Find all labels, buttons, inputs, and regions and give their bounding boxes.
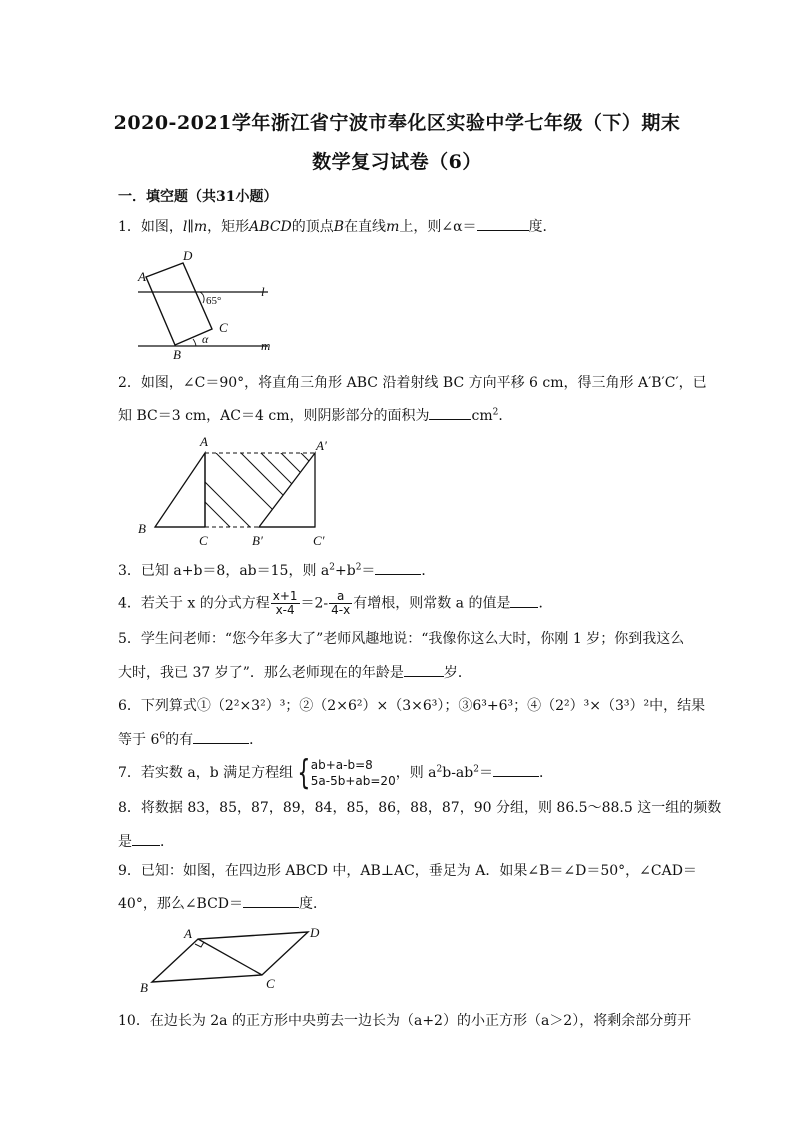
- answer-blank[interactable]: [193, 730, 249, 744]
- figure-parallel-lines-rectangle: [130, 245, 280, 360]
- answer-blank[interactable]: [132, 832, 160, 846]
- q3-text: ．: [421, 563, 436, 579]
- q5-end: 岁．: [443, 665, 472, 681]
- question-number: 1．: [118, 219, 141, 235]
- question-6: [118, 697, 706, 715]
- answer-blank[interactable]: [375, 561, 421, 575]
- q9-line2: 40°，那么∠BCD＝: [118, 896, 244, 912]
- q10-line1: 在边长为 2a 的正方形中央剪去一边长为（a+2）的小正方形（a＞2），将剩余部分剪开: [149, 1013, 692, 1029]
- q7-text: ＝: [478, 765, 493, 781]
- fig1-label-a: A: [138, 269, 146, 284]
- q4-text: 有增根，则常数 a 的值是: [353, 595, 511, 612]
- q1-text: ∥: [187, 219, 194, 235]
- question-2: [118, 374, 707, 392]
- q1-text: 的顶点: [291, 219, 334, 235]
- q3-text: +b: [334, 563, 356, 579]
- fig3-label-b: B: [140, 980, 148, 995]
- q3-text: ＝: [361, 563, 376, 579]
- question-8: [118, 799, 722, 817]
- q1-var: m: [386, 219, 400, 235]
- q3-text: 已知 a+b＝8，ab＝15，则 a: [140, 563, 330, 579]
- q6-sup: 6: [159, 731, 166, 742]
- q5-line2: 大时，我已 37 岁了”．那么老师现在的年龄是: [118, 665, 404, 681]
- q2-unit-sup: 2: [492, 407, 499, 418]
- question-number: 6．: [118, 698, 141, 714]
- q1-text: 如图，: [140, 219, 183, 235]
- fig1-label-b: B: [173, 347, 181, 362]
- question-3: [118, 561, 678, 580]
- q7-sup: 2: [473, 764, 479, 775]
- q4-text: ＝2-: [300, 595, 329, 612]
- fig1-label-m: m: [261, 338, 271, 353]
- question-5: [118, 630, 685, 648]
- question-number: 2．: [118, 375, 141, 391]
- q6-line2: 的有: [165, 732, 194, 748]
- page-title-line1: 2020-2021学年浙江省宁波市奉化区实验中学七年级（下）期末: [113, 112, 681, 134]
- q3-sup: 2: [355, 562, 362, 573]
- fig2-label-b: B: [138, 521, 146, 536]
- fig1-label-alpha: α: [202, 332, 209, 346]
- question-number: 3．: [118, 563, 141, 579]
- question-5-cont: [118, 663, 678, 682]
- question-9-cont: [118, 894, 678, 913]
- q5-line1: 学生问老师：“您今年多大了”老师风趣地说：“我像你这么大时，你刚 1 岁；你到我这么: [140, 631, 685, 647]
- q2-unit: cm: [471, 408, 493, 424]
- q9-end: 度．: [299, 896, 328, 912]
- answer-blank[interactable]: [243, 894, 299, 908]
- q7-text: ．: [538, 765, 553, 781]
- q7-text: ，则 a: [395, 765, 437, 781]
- page-title-line2: 数学复习试卷（6）: [312, 151, 482, 173]
- section-heading: 一．填空题（共31小题）: [118, 189, 278, 205]
- figure-translated-triangles: [135, 432, 335, 550]
- answer-blank[interactable]: [510, 594, 538, 608]
- question-10: [118, 1012, 692, 1030]
- fraction: [329, 590, 352, 617]
- q2-end: ．: [498, 408, 513, 424]
- fig1-label-l: l: [261, 284, 265, 299]
- question-number: 5．: [118, 631, 141, 647]
- q1-text: 上，则∠α＝: [399, 219, 477, 235]
- q8-line1: 将数据 83，85，87，89，84，85，86，88，87，90 分组，则 86.5～88.5 这一组的频数: [140, 800, 722, 816]
- q8-line2: 是: [118, 834, 132, 850]
- fig3-label-c: C: [266, 976, 275, 991]
- fraction-denominator: 4-x: [331, 603, 351, 617]
- fig2-label-a: A: [200, 434, 208, 449]
- question-6-cont: [118, 730, 678, 749]
- q6-line1: 下列算式①（2²×3²）³；②（2×6²）×（3×6³）；③6³+6³；④（2²）³×（3³）²中，结果: [140, 698, 706, 714]
- q1-text: 度．: [528, 219, 557, 235]
- q1-text: 在直线: [344, 219, 387, 235]
- fig1-angle-65: 65°: [206, 295, 222, 307]
- question-number: 9．: [118, 863, 141, 879]
- brace-icon: {: [297, 753, 311, 793]
- q4-text: ．: [538, 595, 553, 612]
- q3-sup: 2: [329, 562, 335, 573]
- fig2-label-c: C: [199, 533, 208, 548]
- fig2-label-b-prime: B′: [252, 533, 263, 548]
- question-4: [118, 590, 678, 617]
- figure-quadrilateral-abcd: [138, 922, 338, 997]
- fig1-label-d: D: [183, 248, 193, 263]
- q2-line2: 知 BC＝3 cm，AC＝4 cm，则阴影部分的面积为: [118, 408, 430, 424]
- question-8-cont: [118, 832, 678, 851]
- q2-line1: 如图，∠C＝90°，将直角三角形 ABC 沿着射线 BC 方向平移 6 cm，得三角形 A′B′C′，已: [140, 375, 707, 391]
- fig3-label-a: A: [184, 926, 192, 941]
- q7-sup: 2: [436, 764, 443, 775]
- equation-1: ab+a-b=8: [310, 758, 373, 772]
- question-number: 7．: [118, 765, 141, 781]
- q4-text: 若关于 x 的分式方程: [140, 595, 270, 612]
- q1-text: ，矩形: [207, 219, 250, 235]
- fig2-label-a-prime: A′: [316, 438, 327, 453]
- fig3-label-d: D: [310, 925, 320, 940]
- question-7: [118, 753, 678, 793]
- fig2-label-c-prime: C′: [313, 533, 325, 548]
- answer-blank[interactable]: [493, 763, 539, 777]
- answer-blank[interactable]: [404, 663, 444, 677]
- fraction-denominator: x-4: [275, 603, 295, 617]
- q9-line1: 已知：如图，在四边形 ABCD 中，AB⊥AC，垂足为 A．如果∠B＝∠D＝50°，∠CAD＝: [140, 863, 697, 879]
- q1-var: ABCD: [249, 219, 292, 235]
- question-number: 8．: [118, 800, 141, 816]
- question-2-cont: [118, 406, 678, 425]
- question-1: [118, 217, 678, 236]
- q1-var: m: [193, 219, 208, 235]
- question-number: 10．: [118, 1013, 150, 1029]
- equation-system: [311, 757, 396, 789]
- q7-text: 若实数 a，b 满足方程组: [140, 765, 294, 781]
- q1-var: l: [182, 219, 188, 235]
- fraction: [271, 590, 300, 617]
- fraction-numerator: a: [329, 590, 352, 604]
- question-9: [118, 862, 697, 880]
- q6-end: ．: [249, 732, 264, 748]
- q8-end: ．: [160, 834, 174, 850]
- fig1-label-c: C: [219, 320, 228, 335]
- fraction-numerator: x+1: [272, 589, 298, 603]
- question-number: 4．: [118, 595, 141, 612]
- answer-blank[interactable]: [477, 217, 529, 231]
- q7-text: b-ab: [442, 765, 474, 781]
- q6-line2: 等于 6: [118, 732, 160, 748]
- equation-2: 5a-5b+ab=20: [310, 774, 396, 788]
- q1-var: B: [333, 219, 345, 235]
- answer-blank[interactable]: [429, 406, 471, 420]
